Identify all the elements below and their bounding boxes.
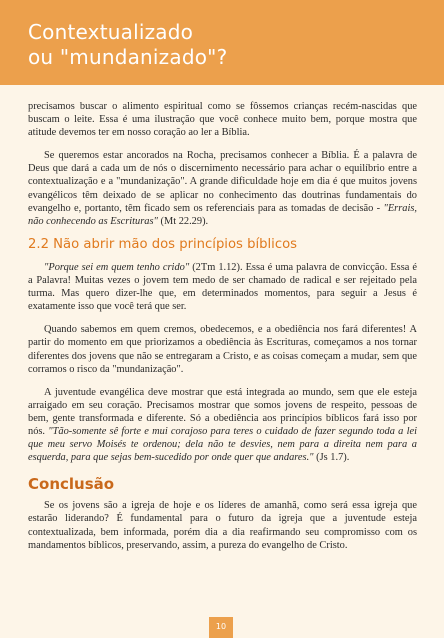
page-number: 10 xyxy=(209,617,233,638)
body-text xyxy=(28,100,417,562)
paragraph-6: Se os jovens são a igreja de hoje e os líderes de amanhã, como será essa igreja que estarão liderando? É fundamental para o futuro da igreja que a juventude esteja contextualizada, bem informada, porém dia a dia reafirmando seu compromisso com os mandamentos bíblicos, preservando, assim, a pureza do evangelho de Cristo. xyxy=(28,500,417,551)
scripture-quote: "Errais, não conhecendo as Escrituras" xyxy=(28,202,417,227)
scripture-reference: (Js 1.7). xyxy=(313,452,350,464)
paragraph-1: precisamos buscar o alimento espiritual como se fôssemos crianças recém-nascidas que buscam o leite. Essa é uma ilustração que você conhece muito bem, porque mostra que atitude devemos ter em nosso coração ao ler a Bíblia. xyxy=(28,101,417,139)
paragraph-2 xyxy=(28,149,417,228)
title-line-2: ou "mundanizado"? xyxy=(28,45,228,69)
paragraph-2-text: Se queremos estar ancorados na Rocha, precisamos conhecer a Bíblia. É a palavra de Deus que dará a cada um de nós o discernimento necessário para achar o equilíbrio entre a contextualização e a "mundanização". A grande dificuldade hoje em dia é que muitos jovens evangélicos têm deixado de se aplicar no conhecimento das doutrinas fundamentais do evangelho e, portanto, têm ficado sem os referenciais para as tomadas de decisão - xyxy=(28,150,417,214)
scripture-reference: (Mt 22.29). xyxy=(157,215,209,227)
paragraph-3-text: (2Tm 1.12). Essa é uma palavra de convicção. Essa é a Palavra! Muitas vezes o jovem tem medo de ser chamado de radical e ser rejeitado pela turma. Mas quero dizer-lhe que, em determinados momentos, para seguir a Jesus é exatamente isso que você terá que ser. xyxy=(28,261,417,313)
page-title xyxy=(28,20,227,70)
scripture-quote: "Porque sei em quem tenho crido" xyxy=(44,261,190,273)
paragraph-5-text: A juventude evangélica deve mostrar que está integrada ao mundo, sem que ele esteja arraigado em seu coração. Precisamos mostrar que somos jovens de respeito, pessoas de bem, gente transformada e diferente. Só a obediência aos princípios bíblicos fará isso por nós. xyxy=(28,386,417,437)
conclusion-heading: Conclusão xyxy=(28,475,115,494)
title-line-1: Contextualizado xyxy=(28,20,194,44)
scripture-quote: "Tão-somente sê forte e mui corajoso para teres o cuidado de fazer segundo toda a lei que meu servo Moisés te ordenou; dela não te desvies, nem para a direita nem para a esquerda, para que sejas bem-sucedido por onde quer que andares." xyxy=(28,425,417,464)
paragraph-5 xyxy=(28,386,417,465)
section-heading: 2.2 Não abrir mão dos princípios bíblicos xyxy=(28,236,298,252)
paragraph-4: Quando sabemos em quem cremos, obedecemos, e a obediência nos fará diferentes! A partir do momento em que priorizamos a obediência às Escrituras, começamos a nos tornar diferentes dos jovens que não se entregaram a Cristo, e as coisas começam a mudar, sem que corramos o risco da "mundanização". xyxy=(28,324,417,375)
paragraph-3 xyxy=(28,261,417,313)
